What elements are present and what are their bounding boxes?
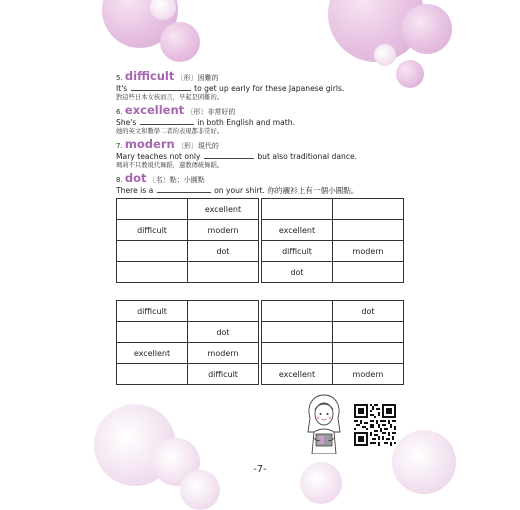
grid-cell: excellent [188,199,259,220]
example-sentence [116,186,416,196]
grid-cell [117,322,188,343]
grid-cell: modern [188,343,259,364]
grid-row [117,220,404,241]
girl-illustration [300,392,348,454]
vocab-entry-heading [116,70,416,84]
decor-bubble [160,22,200,62]
grid-cell: dot [188,241,259,262]
sentence-start: There is a [116,186,154,195]
grid-cell [333,262,404,283]
grid-row [117,364,404,385]
answer-blank[interactable] [140,118,194,125]
grid-row [117,322,404,343]
grid-cell: dot [333,301,404,322]
word-grid-2 [116,300,404,385]
grid-cell: modern [188,220,259,241]
chinese-translation: 她的英文和數學二者的表現都非常好。 [116,128,224,135]
grid-cell [262,301,333,322]
sentence-start: She's [116,118,137,127]
grid-cell [333,220,404,241]
part-of-speech: 〔名〕點；小圓點 [148,176,205,184]
decor-bubble [180,470,220,510]
grid-cell [333,322,404,343]
vocab-entry-heading [116,104,416,118]
grid-cell: excellent [262,220,333,241]
grid-cell [188,262,259,283]
grid-cell: dot [188,322,259,343]
decor-bubble [402,4,452,54]
answer-blank[interactable] [131,84,191,91]
vocabulary-section [116,68,416,196]
word-grid-1 [116,198,404,283]
entry-number: 7. [116,142,123,150]
sentence-end: on your shirt. 你的襯衫上有一個小圓點。 [214,186,359,195]
vocab-word: difficult [124,69,175,83]
chinese-translation: 對這些日本女孩而言，早起是困難的。 [116,94,224,101]
grid-cell: excellent [117,343,188,364]
grid-cell [117,199,188,220]
grid-cell: dot [262,262,333,283]
sentence-start: Mary teaches not only [116,152,201,161]
part-of-speech: 〔形〕現代的 [176,142,219,150]
sentence-end: in both English and math. [197,118,295,127]
answer-blank[interactable] [157,186,211,193]
grid-cell: difficult [117,301,188,322]
part-of-speech: 〔形〕非常好的 [186,108,236,116]
grid-row [117,241,404,262]
decor-bubble [392,430,456,494]
grid-cell: modern [333,364,404,385]
page-number: -7- [253,464,267,475]
sentence-start: It's [116,84,128,93]
qr-code-icon[interactable] [354,404,396,446]
vocab-entry-heading [116,172,416,186]
vocab-word: dot [124,171,147,185]
part-of-speech: 〔形〕困難的 [176,74,219,82]
grid-cell [333,199,404,220]
grid-cell [188,301,259,322]
grid-cell [117,241,188,262]
grid-row [117,199,404,220]
grid-cell: modern [333,241,404,262]
chinese-translation: 瑪莉不只教現代舞蹈，還教傳統舞蹈。 [116,162,224,169]
vocab-entry-heading [116,138,416,152]
sentence-end: to get up early for these Japanese girls. [194,84,345,93]
entry-number: 6. [116,108,123,116]
grid-row [117,262,404,283]
example-sentence [116,84,416,94]
grid-row [117,343,404,364]
grid-cell [117,364,188,385]
example-sentence [116,118,416,128]
vocab-word: modern [124,137,175,151]
entry-number: 5. [116,74,123,82]
grid-cell: difficult [188,364,259,385]
grid-cell [262,199,333,220]
grid-cell [262,322,333,343]
vocab-word: excellent [124,103,185,117]
example-sentence [116,152,416,162]
sentence-end: but also traditional dance. [257,152,358,161]
grid-cell [333,343,404,364]
grid-cell: difficult [117,220,188,241]
answer-blank[interactable] [204,152,254,159]
entry-number: 8. [116,176,123,184]
grid-cell [117,262,188,283]
grid-cell: difficult [262,241,333,262]
grid-cell: excellent [262,364,333,385]
decor-bubble [374,44,396,66]
grid-cell [262,343,333,364]
grid-row [117,301,404,322]
